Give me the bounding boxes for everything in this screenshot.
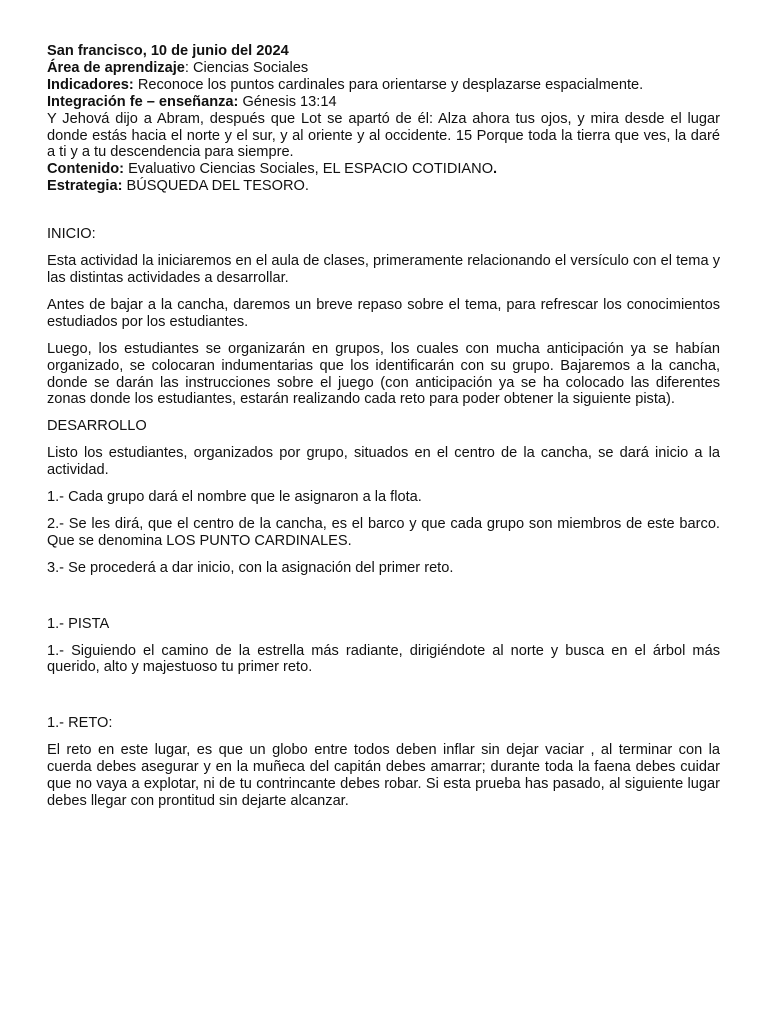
document-page bbox=[47, 43, 720, 810]
estrategia-line bbox=[47, 178, 720, 195]
desarrollo-step-3: 3.- Se procederá a dar inicio, con la asignación del primer reto. bbox=[47, 559, 454, 576]
desarrollo-paragraph: Listo los estudiantes, organizados por grupo, situados en el centro de la cancha, se dará inicio a la actividad. bbox=[47, 445, 720, 479]
area-label: Área de aprendizaje bbox=[47, 59, 185, 76]
contenido-end: . bbox=[493, 161, 498, 178]
pista-heading: 1.- PISTA bbox=[47, 615, 110, 632]
indicadores-label: Indicadores: bbox=[47, 76, 134, 93]
inicio-paragraph-3: Luego, los estudiantes se organizarán en grupos, los cuales con mucha anticipación ya se habían organizado, se colocaran indumentarias que los identificarán con su grupo. Bajaremos a la cancha, donde se darán las instrucciones sobre el juego (con anticipación ya se ha colocado las diferentes zonas donde los estudiantes, estarán realizando cada reto para poder obtener la siguiente pista). bbox=[47, 340, 720, 408]
estrategia-label: Estrategia: bbox=[47, 178, 123, 195]
integracion-line bbox=[47, 94, 720, 111]
inicio-paragraph-1: Esta actividad la iniciaremos en el aula de clases, primeramente relacionando el versículo con el tema y las distintas actividades a desarrollar. bbox=[47, 253, 720, 286]
contenido-label: Contenido: bbox=[47, 161, 125, 178]
area-value: : Ciencias Sociales bbox=[184, 59, 309, 76]
desarrollo-step-2: 2.- Se les dirá, que el centro de la cancha, es el barco y que cada grupo son miembros de este barco. Que se denomina LOS PUNTO CARDINALES. bbox=[47, 515, 720, 549]
contenido-line bbox=[47, 161, 720, 178]
integracion-label: Integración fe – enseñanza: bbox=[47, 93, 239, 110]
pista-text: 1.- Siguiendo el camino de la estrella más radiante, dirigiéndote al norte y busca en el árbol más querido, alto y majestuoso tu primer reto. bbox=[47, 642, 720, 676]
lesson-header bbox=[47, 43, 720, 195]
inicio-paragraph-2: Antes de bajar a la cancha, daremos un breve repaso sobre el tema, para refrescar los conocimientos estudiados por los estudiantes. bbox=[47, 296, 720, 330]
date-line bbox=[47, 43, 720, 60]
contenido-value: Evaluativo Ciencias Sociales, EL ESPACIO COTIDIANO bbox=[124, 161, 494, 178]
area-line bbox=[47, 60, 720, 77]
reto-heading: 1.- RETO: bbox=[47, 715, 113, 732]
verse-text: Y Jehová dijo a Abram, después que Lot se apartó de él: Alza ahora tus ojos, y mira desde el lugar donde estás hacia el norte y el sur, y al oriente y al occidente. 15 Porque toda la tierra que ves, la daré a ti y a tu descendencia para siempre. bbox=[47, 110, 720, 161]
indicadores-value: Reconoce los puntos cardinales para orientarse y desplazarse espacialmente. bbox=[133, 76, 644, 93]
desarrollo-heading: DESARROLLO bbox=[47, 418, 147, 435]
estrategia-value: BÚSQUEDA DEL TESORO. bbox=[122, 178, 309, 195]
reto-text: El reto en este lugar, es que un globo entre todos deben inflar sin dejar vaciar , al terminar con la cuerda debes asegurar y en la muñeca del capitán debes amarrar; durante toda la faena debes cuidar que no vaya a explotar, ni de tu contrincante debes robar. Si esta prueba has pasado, al siguiente lugar debes llegar con prontitud sin dejarte alcanzar. bbox=[47, 742, 720, 809]
integracion-value: Génesis 13:14 bbox=[238, 93, 337, 110]
date-text: San francisco, 10 de junio del 2024 bbox=[47, 43, 289, 59]
inicio-heading: INICIO: bbox=[47, 226, 96, 243]
indicadores-line bbox=[47, 77, 720, 94]
desarrollo-step-1: 1.- Cada grupo dará el nombre que le asignaron a la flota. bbox=[47, 489, 422, 506]
